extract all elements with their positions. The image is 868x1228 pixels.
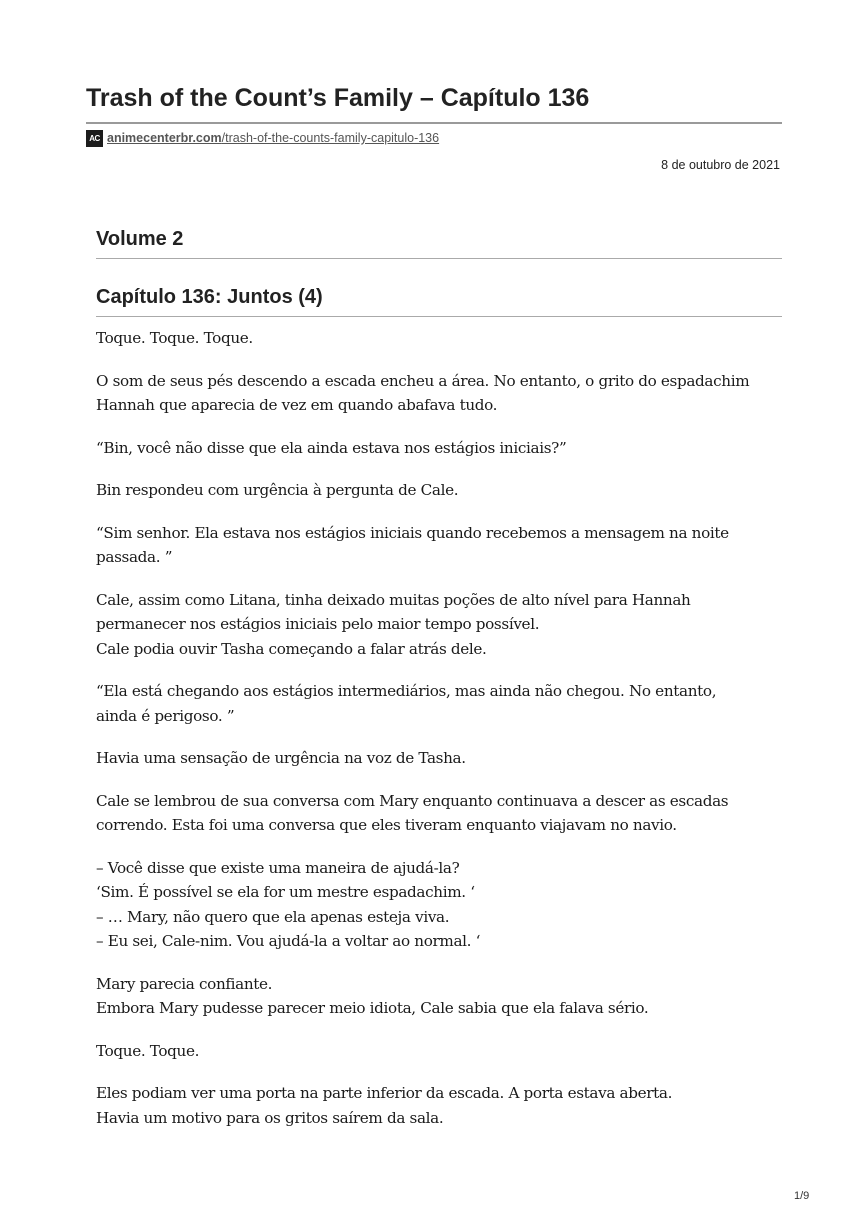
paragraph [96,1081,782,1130]
paragraph-line: Bin respondeu com urgência à pergunta de Cale. [96,481,459,499]
paragraph-line: Cale, assim como Litana, tinha deixado muitas poções de alto nível para Hannah [96,590,691,609]
title-divider [86,122,782,124]
chapter-body [96,326,782,1148]
paragraph-line: Embora Mary pudesse parecer meio idiota, Cale sabia que ela falava sério. [96,999,649,1017]
paragraph-line: Hannah que aparecia de vez em quando abafava tudo. [96,396,498,414]
paragraph-line: “Ela está chegando aos estágios intermediários, mas ainda não chegou. No entanto, [96,682,717,700]
paragraph-line: Toque. Toque. Toque. [96,329,253,347]
paragraph-line: – … Mary, não quero que ela apenas esteja viva. [96,907,450,926]
paragraph-line: – Eu sei, Cale-nim. Vou ajudá-la a voltar ao normal. ‘ [96,932,481,950]
paragraph [96,1039,782,1064]
paragraph [96,369,782,418]
paragraph [96,436,782,461]
source-domain: animecenterbr.com [107,131,222,145]
paragraph [96,521,782,570]
paragraph [96,478,782,503]
paragraph [96,679,782,728]
paragraph-line: Havia um motivo para os gritos saírem da sala. [96,1108,444,1127]
source-path: /trash-of-the-counts-family-capitulo-136 [221,131,440,145]
chapter-heading: Capítulo 136: Juntos (4) [96,286,323,308]
paragraph-line: correndo. Esta foi uma conversa que eles tiveram enquanto viajavam no navio. [96,816,677,834]
paragraph [96,588,782,662]
paragraph-line: Havia uma sensação de urgência na voz de Tasha. [96,749,466,767]
paragraph-line: “Bin, você não disse que ela ainda estava nos estágios iniciais?” [96,438,567,457]
volume-heading: Volume 2 [96,228,184,250]
chapter-divider [96,316,782,317]
volume-divider [96,258,782,259]
paragraph [96,326,782,351]
paragraph-line: Eles podiam ver uma porta na parte inferior da escada. A porta estava aberta. [96,1084,673,1102]
paragraph-line: ‘Sim. É possível se ela for um mestre espadachim. ‘ [96,883,475,901]
publish-date: 8 de outubro de 2021 [661,158,780,172]
paragraph [96,746,782,771]
paragraph-line: Mary parecia confiante. [96,974,273,993]
paragraph [96,789,782,838]
paragraph-line: permanecer nos estágios iniciais pelo maior tempo possível. [96,615,540,633]
paragraph-line: passada. ” [96,548,173,566]
document-title: Trash of the Count’s Family – Capítulo 136 [86,84,590,112]
paragraph-line: Cale se lembrou de sua conversa com Mary enquanto continuava a descer as escadas [96,791,729,810]
paragraph-line: “Sim senhor. Ela estava nos estágios iniciais quando recebemos a mensagem na noite [96,523,729,542]
source-link[interactable] [107,131,439,145]
paragraph [96,856,782,954]
paragraph-line: ainda é perigoso. ” [96,706,235,725]
site-logo-icon: AC [86,130,103,147]
paragraph-line: O som de seus pés descendo a escada encheu a área. No entanto, o grito do espadachim [96,371,750,390]
paragraph-line: Toque. Toque. [96,1041,200,1060]
paragraph [96,972,782,1021]
paragraph-line: – Você disse que existe uma maneira de ajudá-la? [96,858,460,877]
source-link-row [86,129,439,147]
page-number: 1/9 [794,1190,810,1202]
paragraph-line: Cale podia ouvir Tasha começando a falar atrás dele. [96,639,487,658]
